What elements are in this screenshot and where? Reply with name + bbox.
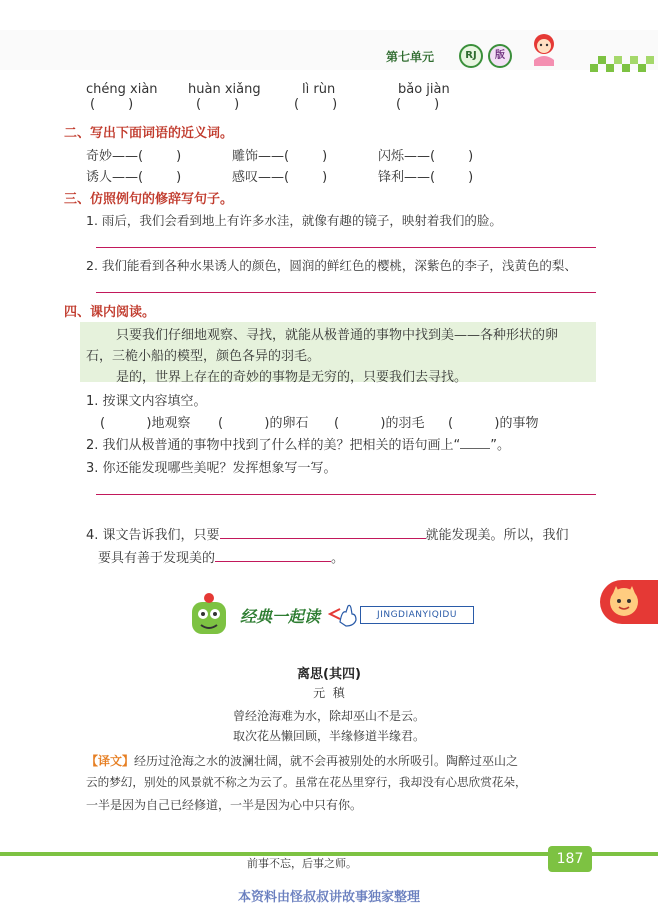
poem-line-2: 取次花丛懒回顾，半缘修道半缘君。 xyxy=(232,729,425,743)
unit-title: 第七单元 xyxy=(386,50,435,64)
hand-icon xyxy=(336,602,360,628)
question-1: 1. 按课文内容填空。 xyxy=(86,394,207,409)
synonym-item[interactable]: 雕饰——( ) xyxy=(232,149,328,164)
passage-line-1: 只要我们仔细地观察、寻找，就能从极普通的事物中找到美——各种形状的卵 xyxy=(116,328,559,343)
edition-badge-version: 版 xyxy=(488,44,512,68)
question-2 xyxy=(86,434,510,453)
pinyin-blank-1[interactable]: ( ) xyxy=(90,97,134,112)
side-tab xyxy=(600,580,658,624)
monster-mascot-icon xyxy=(186,592,232,638)
answer-line-1[interactable] xyxy=(96,247,596,248)
arrow-icon xyxy=(328,606,336,618)
cartoon-girl-icon xyxy=(520,30,568,68)
fill-blank-1[interactable]: ( )地观察 xyxy=(100,416,191,431)
synonym-item[interactable]: 奇妙——( ) xyxy=(86,149,182,164)
section-2-heading: 二、写出下面词语的近义词。 xyxy=(64,126,234,141)
underline-marker[interactable] xyxy=(460,448,490,449)
question-2-prefix: 2. 我们从极普通的事物中找到了什么样的美？把相关的语句画上“ xyxy=(86,438,461,453)
passage-line-2: 石，三桅小船的模型，颜色各异的羽毛。 xyxy=(86,349,321,364)
pinyin-1: chéng xiàn xyxy=(86,82,158,97)
question-4-part-2: 就能发现美。所以，我们 xyxy=(425,528,569,543)
synonym-item[interactable]: 感叹——( ) xyxy=(232,170,328,185)
translation-line-1 xyxy=(86,752,518,769)
checker-pattern xyxy=(590,56,658,72)
section-4-heading: 四、课内阅读。 xyxy=(64,305,156,320)
answer-line-3[interactable] xyxy=(96,494,596,495)
question-4-part-4: 。 xyxy=(331,551,345,566)
translation-line-2: 云的梦幻，别处的风景就不称之为云了。虽常在花丛里穿行，我却没有心思欣赏花朵， xyxy=(86,775,527,789)
answer-blank-2[interactable] xyxy=(215,561,331,562)
credit-text: 本资料由怪叔叔讲故事独家整理 xyxy=(237,890,420,905)
synonym-item[interactable]: 诱人——( ) xyxy=(86,170,182,185)
answer-line-2[interactable] xyxy=(96,292,596,293)
poem-author: 元 稹 xyxy=(313,686,345,700)
question-4-line-2 xyxy=(98,547,344,566)
pinyin-3: lì rùn xyxy=(302,82,336,97)
banner-pinyin: JINGDIANYIQIDU xyxy=(360,606,474,624)
passage-line-3: 是的，世界上存在的奇妙的事物是无穷的，只要我们去寻找。 xyxy=(116,370,468,385)
rhetoric-example-2: 2. 我们能看到各种水果诱人的颜色，圆润的鲜红色的樱桃，深紫色的李子，浅黄色的梨、 xyxy=(86,258,577,273)
poem-title: 离思(其四) xyxy=(297,667,361,682)
question-3: 3. 你还能发现哪些美呢？发挥想象写一写。 xyxy=(86,461,337,476)
translation-label: 【译文】 xyxy=(86,754,135,768)
question-2-suffix: ”。 xyxy=(490,438,511,453)
question-4-part-1: 4. 课文告诉我们，只要 xyxy=(86,528,220,543)
question-4-part-3: 要具有善于发现美的 xyxy=(98,551,216,566)
page-number: 187 xyxy=(548,846,592,872)
banner-title: 经典一起读 xyxy=(240,607,321,626)
synonym-item[interactable]: 闪烁——( ) xyxy=(378,149,474,164)
pinyin-2: huàn xiǎng xyxy=(188,82,261,97)
rhetoric-example-1: 1. 雨后，我们会看到地上有许多水洼，就像有趣的镜子，映射着我们的脸。 xyxy=(86,213,502,228)
question-4-line-1 xyxy=(86,524,569,543)
fill-blank-3[interactable]: ( )的羽毛 xyxy=(334,416,425,431)
pinyin-blank-3[interactable]: ( ) xyxy=(294,97,338,112)
footer-motto: 前事不忘，后事之师。 xyxy=(247,857,357,870)
translation-text-1: 经历过沧海之水的波澜壮阔，就不会再被别处的水所吸引。陶醉过巫山之 xyxy=(134,754,519,768)
pinyin-blank-4[interactable]: ( ) xyxy=(396,97,440,112)
translation-line-3: 一半是因为自己已经修道，一半是因为心中只有你。 xyxy=(86,798,363,812)
fill-blank-2[interactable]: ( )的卵石 xyxy=(218,416,309,431)
fill-blank-4[interactable]: ( )的事物 xyxy=(448,416,539,431)
section-3-heading: 三、仿照例句的修辞写句子。 xyxy=(64,192,234,207)
poem-line-1: 曾经沧海难为水，除却巫山不是云。 xyxy=(232,709,425,723)
classic-reading-banner xyxy=(200,592,472,638)
edition-badge-rj: RJ xyxy=(459,44,483,68)
pinyin-4: bǎo jiàn xyxy=(398,82,450,97)
answer-blank-1[interactable] xyxy=(220,538,426,539)
cartoon-face-icon xyxy=(606,584,642,620)
synonym-item[interactable]: 锋利——( ) xyxy=(378,170,474,185)
pinyin-blank-2[interactable]: ( ) xyxy=(196,97,240,112)
